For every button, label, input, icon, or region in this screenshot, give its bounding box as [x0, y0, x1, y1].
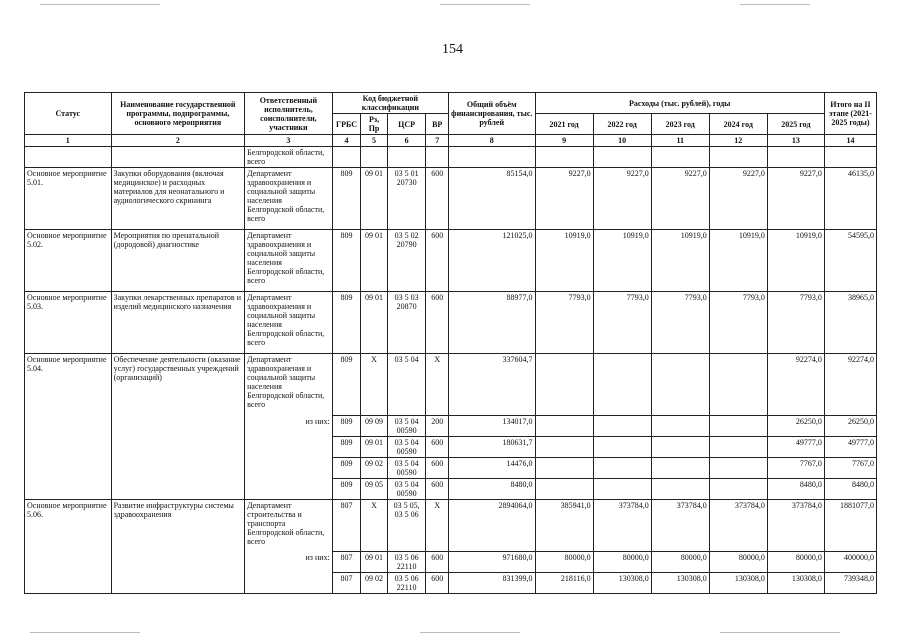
- grbs-cell: 809: [332, 416, 361, 437]
- vr-cell: 600: [426, 437, 448, 458]
- col-number: 3: [245, 135, 333, 147]
- table-row: [25, 147, 877, 168]
- scan-artifact: [30, 632, 140, 633]
- y2024-cell: 80000,0: [709, 552, 767, 573]
- rzpr-cell: 09 05: [361, 479, 387, 500]
- stage-cell: 92274,0: [824, 354, 876, 416]
- rzpr-cell: Х: [361, 354, 387, 416]
- vr-cell: Х: [426, 500, 448, 552]
- grbs-cell: 809: [332, 292, 361, 354]
- total-cell: 121025,0: [448, 230, 535, 292]
- y2023-cell: 9227,0: [651, 168, 709, 230]
- y2025-cell: 373784,0: [767, 500, 824, 552]
- rzpr-cell: 09 09: [361, 416, 387, 437]
- y2022-cell: 130308,0: [593, 573, 651, 594]
- vr-cell: 200: [426, 416, 448, 437]
- y2022-cell: 373784,0: [593, 500, 651, 552]
- y2023-cell: 80000,0: [651, 552, 709, 573]
- vr-cell: 600: [426, 168, 448, 230]
- col-expenses: Расходы (тыс. рублей), годы: [535, 93, 824, 114]
- col-name: Наименование государственной программы, подпрограммы, основного мероприятия: [111, 93, 245, 135]
- grbs-cell: 807: [332, 552, 361, 573]
- grbs-cell: 809: [332, 230, 361, 292]
- stage-cell: 26250,0: [824, 416, 876, 437]
- rzpr-cell: 09 01: [361, 168, 387, 230]
- column-number-row: [25, 135, 877, 147]
- col-number: 12: [709, 135, 767, 147]
- vr-cell: 600: [426, 230, 448, 292]
- vr-cell: Х: [426, 354, 448, 416]
- csr-cell: 03 5 01 20730: [387, 168, 426, 230]
- table-row: [25, 168, 877, 230]
- y2021-cell: 80000,0: [535, 552, 593, 573]
- row-status: Основное мероприятие 5.06.: [25, 500, 112, 594]
- rzpr-cell: 09 02: [361, 458, 387, 479]
- stage-cell: 49777,0: [824, 437, 876, 458]
- stage-cell: 38965,0: [824, 292, 876, 354]
- col-grbs: ГРБС: [332, 114, 361, 135]
- stage-cell: 54595,0: [824, 230, 876, 292]
- col-number: 4: [332, 135, 361, 147]
- row-executor: Департамент здравоохранения и социальной защиты населения Белгородской области, всего: [245, 230, 333, 292]
- col-2021: 2021 год: [535, 114, 593, 135]
- total-cell: 971680,0: [448, 552, 535, 573]
- row-executor: Департамент здравоохранения и социальной защиты населения Белгородской области, всего: [245, 292, 333, 354]
- y2021-cell: 385941,0: [535, 500, 593, 552]
- csr-cell: 03 5 04 00590: [387, 458, 426, 479]
- y2025-cell: 92274,0: [767, 354, 824, 416]
- y2021-cell: 218116,0: [535, 573, 593, 594]
- row-name: Мероприятия по пренатальной (дородовой) диагностике: [111, 230, 245, 292]
- grbs-cell: 809: [332, 458, 361, 479]
- col-csr: ЦСР: [387, 114, 426, 135]
- y2025-cell: 9227,0: [767, 168, 824, 230]
- col-number: 6: [387, 135, 426, 147]
- col-number: 8: [448, 135, 535, 147]
- rzpr-cell: 09 02: [361, 573, 387, 594]
- of-which-label: из них:: [245, 416, 333, 437]
- y2024-cell: 130308,0: [709, 573, 767, 594]
- rzpr-cell: 09 01: [361, 230, 387, 292]
- scan-artifact: [720, 632, 840, 633]
- grbs-cell: 807: [332, 500, 361, 552]
- row-status: Основное мероприятие 5.01.: [25, 168, 112, 230]
- csr-cell: 03 5 06 22110: [387, 552, 426, 573]
- col-number: 9: [535, 135, 593, 147]
- y2022-cell: 10919,0: [593, 230, 651, 292]
- y2023-cell: 7793,0: [651, 292, 709, 354]
- row-name: Закупки оборудования (включая медицинское) и расходных материалов для неонатального и аудиологического скрининга: [111, 168, 245, 230]
- row-status: Основное мероприятие 5.04.: [25, 354, 112, 500]
- col-total-fin: Общий объём финансирования, тыс. рублей: [448, 93, 535, 135]
- y2022-cell: 9227,0: [593, 168, 651, 230]
- rzpr-cell: 09 01: [361, 437, 387, 458]
- y2023-cell: 373784,0: [651, 500, 709, 552]
- vr-cell: 600: [426, 479, 448, 500]
- csr-cell: 03 5 06 22110: [387, 573, 426, 594]
- y2024-cell: 10919,0: [709, 230, 767, 292]
- row-executor: Департамент здравоохранения и социальной защиты населения Белгородской области, всего: [245, 354, 333, 416]
- row-name: Обеспечение деятельности (оказание услуг) государственных учреждений (организаций): [111, 354, 245, 500]
- col-executor: Ответственный исполнитель, соисполнители, участники: [245, 93, 333, 135]
- total-cell: 85154,0: [448, 168, 535, 230]
- total-cell: 14476,0: [448, 458, 535, 479]
- scan-artifact: [740, 4, 810, 5]
- col-rzpr: Рз, Пр: [361, 114, 387, 135]
- y2024-cell: 9227,0: [709, 168, 767, 230]
- y2021-cell: 7793,0: [535, 292, 593, 354]
- col-2022: 2022 год: [593, 114, 651, 135]
- csr-cell: 03 5 02 20790: [387, 230, 426, 292]
- grbs-cell: 809: [332, 354, 361, 416]
- total-cell: 88977,0: [448, 292, 535, 354]
- rzpr-cell: Х: [361, 500, 387, 552]
- table-row: [25, 292, 877, 354]
- vr-cell: 600: [426, 458, 448, 479]
- y2023-cell: 130308,0: [651, 573, 709, 594]
- col-2024: 2024 год: [709, 114, 767, 135]
- csr-cell: 03 5 04 00590: [387, 479, 426, 500]
- row-name: Закупки лекарственных препаратов и изделий медицинского назначения: [111, 292, 245, 354]
- stage-cell: 739348,0: [824, 573, 876, 594]
- stage-cell: 1881077,0: [824, 500, 876, 552]
- col-stage-total: Итого на II этапе (2021-2025 годы): [824, 93, 876, 135]
- col-2025: 2025 год: [767, 114, 824, 135]
- executor-carry: Белгородской области, всего: [245, 147, 333, 168]
- y2023-cell: 10919,0: [651, 230, 709, 292]
- csr-cell: 03 5 05, 03 5 06: [387, 500, 426, 552]
- y2022-cell: 80000,0: [593, 552, 651, 573]
- y2025-cell: 10919,0: [767, 230, 824, 292]
- vr-cell: 600: [426, 292, 448, 354]
- total-cell: 180631,7: [448, 437, 535, 458]
- header-row: [25, 93, 877, 114]
- y2025-cell: 7767,0: [767, 458, 824, 479]
- col-number: 1: [25, 135, 112, 147]
- col-budget-code: Код бюджетной классификации: [332, 93, 448, 114]
- table-row: [25, 230, 877, 292]
- y2025-cell: 7793,0: [767, 292, 824, 354]
- of-which-label: из них:: [245, 552, 333, 573]
- total-cell: 8480,0: [448, 479, 535, 500]
- total-cell: 134017,0: [448, 416, 535, 437]
- csr-cell: 03 5 04 00590: [387, 416, 426, 437]
- col-number: 7: [426, 135, 448, 147]
- y2025-cell: 80000,0: [767, 552, 824, 573]
- col-2023: 2023 год: [651, 114, 709, 135]
- scan-artifact: [420, 632, 520, 633]
- col-number: 11: [651, 135, 709, 147]
- stage-cell: 400000,0: [824, 552, 876, 573]
- grbs-cell: 809: [332, 437, 361, 458]
- col-status: Статус: [25, 93, 112, 135]
- col-number: 5: [361, 135, 387, 147]
- y2024-cell: 7793,0: [709, 292, 767, 354]
- y2025-cell: 130308,0: [767, 573, 824, 594]
- page-number: 154: [442, 42, 463, 57]
- table-row: [25, 354, 877, 416]
- y2021-cell: 9227,0: [535, 168, 593, 230]
- y2025-cell: 49777,0: [767, 437, 824, 458]
- col-number: 2: [111, 135, 245, 147]
- row-status: Основное мероприятие 5.02.: [25, 230, 112, 292]
- y2024-cell: 373784,0: [709, 500, 767, 552]
- grbs-cell: 807: [332, 573, 361, 594]
- col-number: 10: [593, 135, 651, 147]
- total-cell: 2894064,0: [448, 500, 535, 552]
- col-number: 14: [824, 135, 876, 147]
- budget-table: [24, 92, 877, 594]
- vr-cell: 600: [426, 573, 448, 594]
- row-status: Основное мероприятие 5.03.: [25, 292, 112, 354]
- table-row: [25, 500, 877, 552]
- row-name: Развитие инфраструктуры системы здравоохранения: [111, 500, 245, 594]
- csr-cell: 03 5 04: [387, 354, 426, 416]
- rzpr-cell: 09 01: [361, 292, 387, 354]
- row-executor: Департамент строительства и транспорта Белгородской области, всего: [245, 500, 333, 552]
- grbs-cell: 809: [332, 168, 361, 230]
- csr-cell: 03 5 03 20870: [387, 292, 426, 354]
- y2025-cell: 8480,0: [767, 479, 824, 500]
- y2025-cell: 26250,0: [767, 416, 824, 437]
- rzpr-cell: 09 01: [361, 552, 387, 573]
- csr-cell: 03 5 04 00590: [387, 437, 426, 458]
- stage-cell: 8480,0: [824, 479, 876, 500]
- total-cell: 337604,7: [448, 354, 535, 416]
- col-vr: ВР: [426, 114, 448, 135]
- grbs-cell: 809: [332, 479, 361, 500]
- scan-artifact: [40, 4, 160, 5]
- stage-cell: 7767,0: [824, 458, 876, 479]
- y2022-cell: 7793,0: [593, 292, 651, 354]
- scan-artifact: [440, 4, 530, 5]
- vr-cell: 600: [426, 552, 448, 573]
- col-number: 13: [767, 135, 824, 147]
- y2021-cell: 10919,0: [535, 230, 593, 292]
- row-executor: Департамент здравоохранения и социальной защиты населения Белгородской области, всего: [245, 168, 333, 230]
- total-cell: 831399,0: [448, 573, 535, 594]
- stage-cell: 46135,0: [824, 168, 876, 230]
